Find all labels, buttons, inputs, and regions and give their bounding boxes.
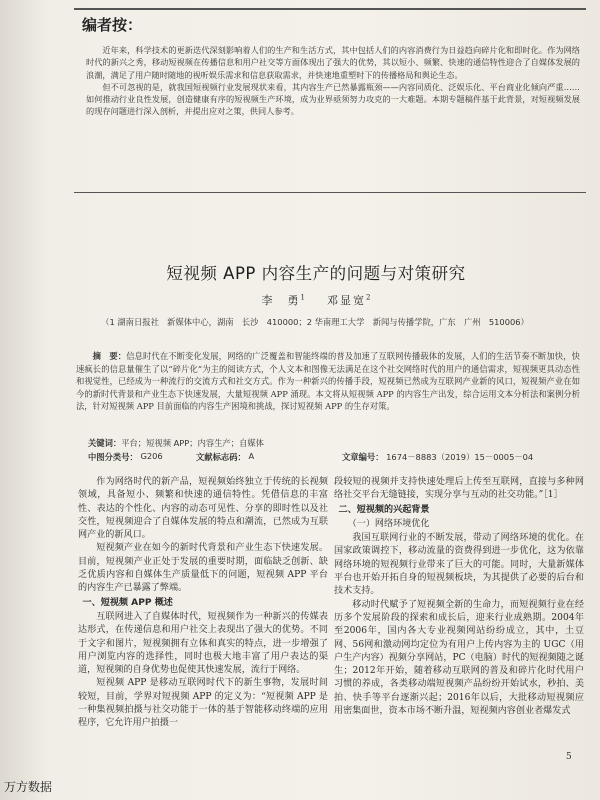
clc-group	[88, 451, 163, 463]
body-paragraph: 互联网进入了自媒体时代，短视频作为一种新兴的传媒表达形式，在传递信息和用户社交上表现出了强大的优势。不同于文字和图片，短视频拥有立体和真实的特点，进一步增强了用户浏览内容的选择性，同时也极大地丰富了用户表达的渠道，短视频的自身优势也促使其快速发展，流行于网络。	[78, 611, 328, 676]
author-name: 李 勇	[261, 294, 301, 307]
article-number-label: 文章编号：	[342, 452, 384, 462]
page-number: 5	[566, 752, 572, 762]
body-paragraph: 移动时代赋予了短视频全新的生命力，而短视频行业在经历多个发展阶段的探索和成长后，迎来行业成熟期。2004年至2006年，国内各大专业视频网站纷纷成立，其中，土豆网、56网和激动网均定位为有用户上传内容为主的 UGC（用户生产内容）视频分享网站，PC（电脑）时代的短视频随之诞生；2012年开始，随着移动互联网的普及和碎片化时代用户习惯的养成，各类移动端短视频产品纷纷开始试水，秒拍、美拍、快手等平台逐渐兴起；2016年以后，大批移动短视频应用密集面世，资本市场不断升温，短视频内容创业者爆发式	[334, 599, 584, 717]
footer-watermark: 万方数据	[4, 780, 53, 794]
doc-code-value: A	[248, 451, 255, 461]
body-column-left	[78, 476, 328, 731]
abstract	[76, 350, 580, 413]
author-name: 邓显宽	[327, 294, 366, 307]
article-number-group	[342, 451, 534, 463]
section-heading: 一、短视频 APP 概述	[82, 597, 173, 608]
editor-note-paragraph: 但不可忽视的是，就我国短视频行业发展现状来看，其内容生产已然暴露瓶颈——内容同质化、泛娱乐化、平台商业化倾向严重……如何推动行业良性发展，创造健康有序的短视频生产环境，成为业界亟须努力攻克的一大难题。本期专题稿件基于此背景，对短视频发展的现存问题进行深入剖析，并提出应对之策，供同人参考。	[86, 81, 580, 117]
abstract-text: 信息时代在不断变化发展，网络的广泛覆盖和智能终端的普及加速了互联网传播载体的发展，人们的生活节奏不断加快，快速疯长的信息量催生了以“碎片化”为主的阅读方式，个人文本和图像无法满足在这个社交网络时代的用户的通信需求，短视频更具动态性和视觉性，已经成为一种流行的交流方式和社交方式。作为一种新兴的传播手段，短视频已然成为互联网产业新的风口，短视频产业在如今的新时代背景和产业生态下快速发展，大量短视频 APP 涌现。本文将从短视频 APP 的内容生产出发，综合运用文本分析法和案例分析法，针对短视频 APP 目前面临的内容生产困境和挑战，探讨短视频 APP 的生存对策。	[76, 351, 580, 412]
article-authors	[60, 292, 572, 308]
keywords	[88, 437, 264, 449]
article-title: 短视频 APP 内容生产的问题与对策研究	[166, 264, 466, 283]
subsection-heading: （一）网络环境优化	[347, 518, 430, 529]
body-column-right	[334, 476, 584, 718]
body-paragraph: 作为网络时代的新产品，短视频始终独立于传统的长视频领域，具备短小、频繁和快速的通信特性。凭借信息的丰富性、表达的个性化、内容的动态可见性、分享的即时性以及社交性，短视频迎合了自媒体发展的特点和潮流，已然成为互联网产业的新风口。	[78, 477, 328, 541]
doc-code-group	[196, 451, 255, 463]
keywords-label: 关键词：	[88, 438, 122, 448]
article-number-value: 1674－8883（2019）15－0005－04	[386, 452, 534, 462]
doc-code-label: 文献标志码：	[196, 452, 246, 462]
body-paragraph: 我国互联网行业的不断发展，带动了网络环境的优化。在国家政策调控下，移动流量的资费得到进一步优化，这为依靠网络环境的短视频行业带来了巨大的可能。同时，大量新媒体平台也开始开拓自身的短视频板块，为其提供了必要的后台和技术支持。	[334, 533, 584, 597]
section-heading: 二、短视频的兴起背景	[338, 504, 430, 515]
body-paragraph: 短视频 APP 是移动互联网时代下的新生事物，发展时间较短，目前，学界对短视频 APP 的定义为：“短视频 APP 是一种集视频拍摄与社交功能于一体的基于智能移动终端的应用程序，它允许用户拍摄一	[78, 678, 328, 729]
keywords-text: 平台；短视频 APP；内容生产；自媒体	[121, 438, 264, 448]
editor-note-body	[86, 44, 580, 118]
clc-label: 中图分类号：	[88, 452, 138, 462]
editor-note-title: 编者按：	[82, 16, 143, 34]
author-affiliations: （1 湖南日报社 新媒体中心，湖南 长沙 410000；2 华南理工大学 新闻与传播学院，广东 广州 510006）	[101, 317, 529, 327]
author-affiliation-mark: 1	[300, 293, 305, 302]
abstract-label: 摘 要：	[92, 351, 127, 361]
body-paragraph: 段较短的视频并支持快速处理后上传至互联网，直接与多种网络社交平台无缝链接，实现分享与互动的社交功能。”［1］	[334, 477, 584, 501]
editor-note-paragraph: 近年来，科学技术的更新迭代深刻影响着人们的生产和生活方式，其中包括人们的内容消费行为日益趋向碎片化和即时化。作为网络时代的新兴之秀，移动短视频在传播信息和用户社交等方面体现出了强大的优势，其以短小、频繁、快速的通信特性迎合了自媒体发展的浪潮，满足了用户随时随地的视听娱乐需求和信息获取需求，并快速地重塑时下的传播格局和舆论生态。	[86, 45, 580, 80]
clc-value: G206	[140, 451, 163, 461]
author-affiliation-mark: 2	[366, 293, 371, 302]
body-paragraph: 短视频产业在如今的新时代背景和产业生态下快速发展。目前，短视频产业正处于发展的重要时期，面临缺乏创新、缺乏优质内容和自媒体生产质量低下的问题，短视频 APP 平台的内容生产已暴露了弊端。	[78, 543, 328, 594]
